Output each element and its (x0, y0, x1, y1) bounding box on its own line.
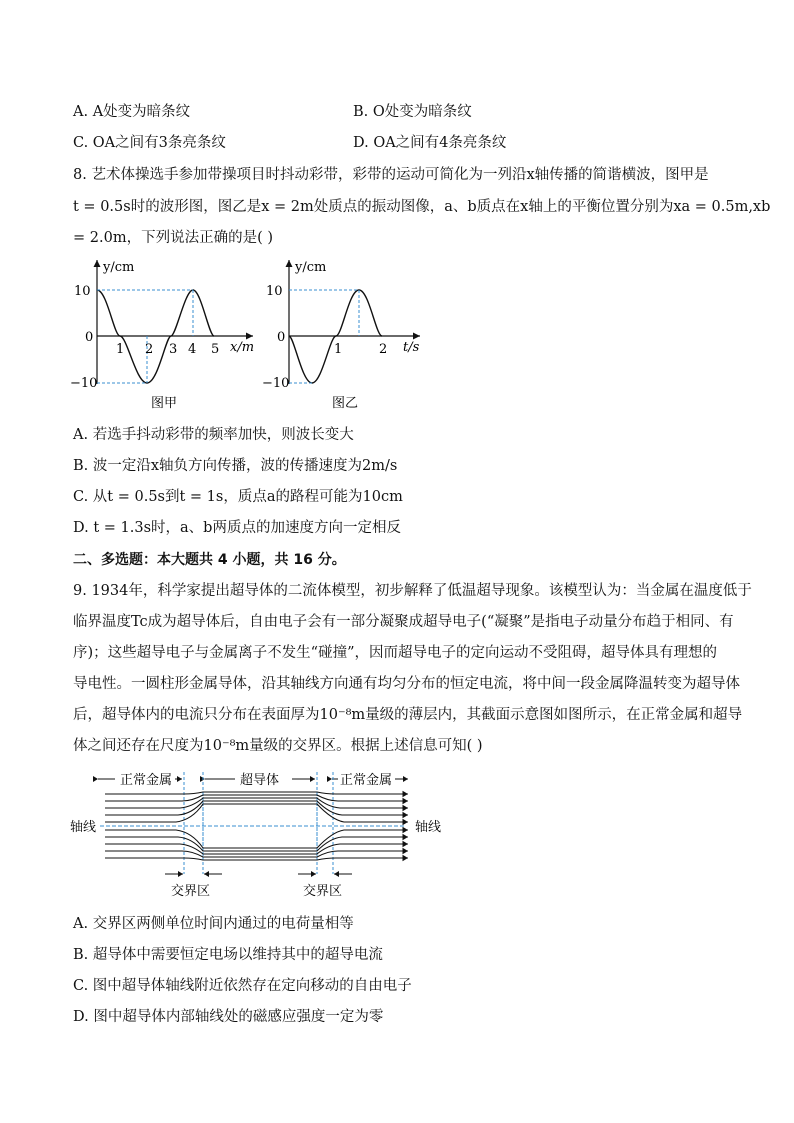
section-heading-multiple-choice: 二、多选题：本大题共 4 小题，共 16 分。 (73, 552, 346, 568)
q9-option-a: A. 交界区两侧单位时间内通过的电荷量相等 (73, 916, 354, 932)
q8-stem-line2: t = 0.5s时的波形图，图乙是x = 2m处质点的振动图像，a、b质点在x轴上的平衡位置分别为xa = 0.5m,xb (73, 199, 771, 215)
graph-a-ylabel: y/cm (103, 260, 135, 275)
graph-a-ytick-10: 10 (74, 284, 91, 299)
q9-stem-line4: 导电性。一圆柱形金属导体，沿其轴线方向通有均匀分布的恒定电流，将中间一段金属降温转变为超导体 (73, 676, 740, 692)
graph-a-xtick-2: 2 (145, 342, 154, 357)
q8-stem-line3: = 2.0m，下列说法正确的是( ) (73, 230, 273, 246)
q7-option-b: B. O处变为暗条纹 (353, 104, 472, 120)
q9-superconductor-diagram (70, 764, 450, 902)
label-left-normal-metal: 正常金属 (120, 773, 173, 788)
q8-option-a: A. 若选手抖动彩带的频率加快，则波长变大 (73, 427, 354, 443)
graph-a-xtick-5: 5 (211, 342, 220, 357)
graph-a-ytick-neg10: −10 (70, 376, 98, 391)
graph-b-ytick-0: 0 (277, 330, 286, 345)
q9-stem-line2: 临界温度Tc成为超导体后，自由电子会有一部分凝聚成超导电子(“凝聚”是指电子动量分布趋于相同、有 (73, 614, 734, 630)
q9-option-b: B. 超导体中需要恒定电场以维持其中的超导电流 (73, 947, 383, 963)
q7-option-c: C. OA之间有3条亮条纹 (73, 135, 226, 151)
q8-option-d: D. t = 1.3s时，a、b两质点的加速度方向一定相反 (73, 520, 401, 536)
graph-b-ylabel: y/cm (295, 260, 327, 275)
graph-b-xtick-1: 1 (334, 342, 343, 357)
label-interface-left: 交界区 (171, 884, 211, 899)
q9-stem-line6: 体之间还存在尺度为10⁻⁸m量级的交界区。根据上述信息可知( ) (73, 738, 483, 754)
label-axis-left: 轴线 (70, 820, 97, 835)
q9-option-d: D. 图中超导体内部轴线处的磁感应强度一定为零 (73, 1009, 384, 1025)
graph-b-xtick-2: 2 (379, 342, 388, 357)
graph-b-caption: 图乙 (332, 396, 359, 411)
graph-a-xtick-4: 4 (188, 342, 197, 357)
graph-a-ytick-0: 0 (85, 330, 94, 345)
q8-option-c: C. 从t = 0.5s到t = 1s，质点a的路程可能为10cm (73, 489, 403, 505)
q8-graphs (70, 252, 450, 417)
q7-option-a: A. A处变为暗条纹 (73, 104, 191, 120)
graph-a (70, 260, 254, 411)
q8-stem-line1: 8. 艺术体操选手参加带操项目时抖动彩带，彩带的运动可简化为一列沿x轴传播的简谐横波，图甲是 (73, 167, 709, 183)
label-right-normal-metal: 正常金属 (340, 773, 393, 788)
graph-b-ytick-neg10: −10 (262, 376, 290, 391)
label-superconductor: 超导体 (240, 773, 280, 788)
graph-b-xlabel: t/s (403, 340, 420, 355)
graph-b-ytick-10: 10 (266, 284, 283, 299)
graph-a-xtick-3: 3 (169, 342, 178, 357)
q7-option-d: D. OA之间有4条亮条纹 (353, 135, 507, 151)
q9-option-c: C. 图中超导体轴线附近依然存在定向移动的自由电子 (73, 978, 412, 994)
label-axis-right: 轴线 (415, 820, 442, 835)
q9-stem-line3: 序)；这些超导电子与金属离子不发生“碰撞”，因而超导电子的定向运动不受阻碍，超导体具有理想的 (73, 645, 717, 661)
q8-option-b: B. 波一定沿x轴负方向传播，波的传播速度为2m/s (73, 458, 398, 474)
graph-a-xlabel: x/m (230, 340, 255, 355)
graph-a-caption: 图甲 (151, 396, 178, 411)
graph-b (262, 260, 420, 411)
label-interface-right: 交界区 (303, 884, 343, 899)
graph-a-xtick-1: 1 (116, 342, 125, 357)
q9-stem-line1: 9. 1934年，科学家提出超导体的二流体模型，初步解释了低温超导现象。该模型认为：当金属在温度低于 (73, 583, 752, 599)
q9-stem-line5: 后，超导体内的电流只分布在表面厚为10⁻⁸m量级的薄层内，其截面示意图如图所示，在正常金属和超导 (73, 707, 743, 723)
